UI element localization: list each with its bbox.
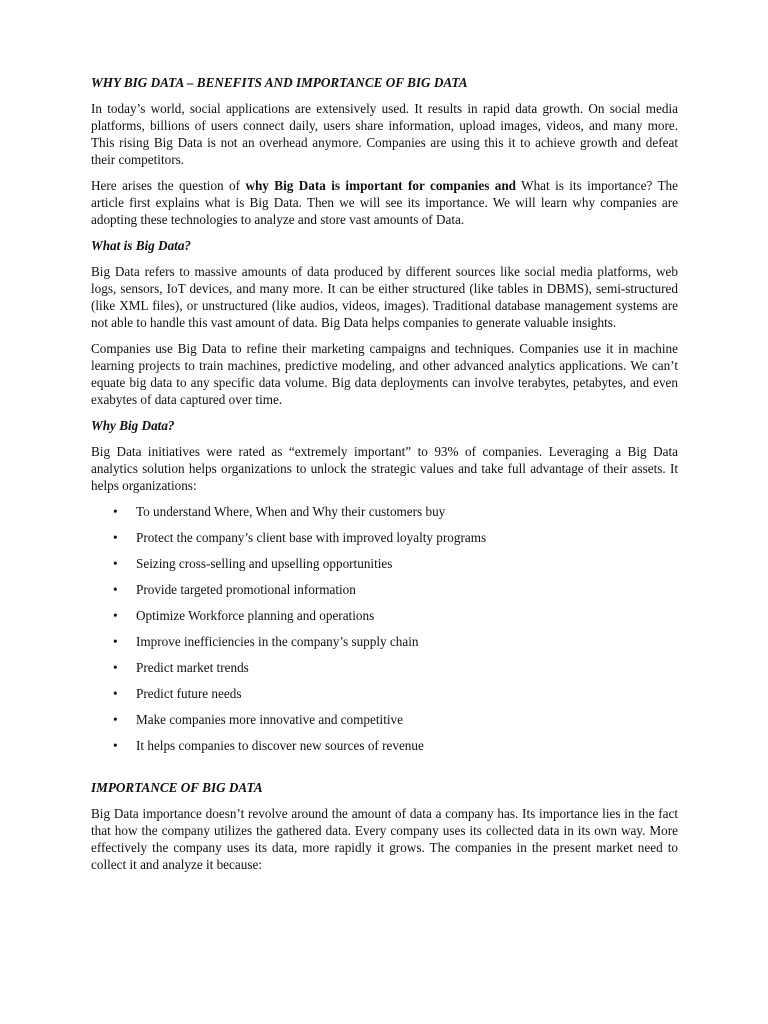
question-text-after: What is its importance? The article first explains what is Big Data. Then we will see its importance. We will learn why companies are adopting these technologies to analyze and store vast amounts of Data. xyxy=(91,178,678,227)
what-paragraph-2: Companies use Big Data to refine their marketing campaigns and techniques. Companies use it in machine learning projects to train machines, predictive modeling, and other advanced analytics applications. We can’t equate big data to any specific data volume. Big data deployments can involve terabytes, petabytes, and even exabytes of data captured over time. xyxy=(91,341,678,407)
document-title: WHY BIG DATA – BENEFITS AND IMPORTANCE OF BIG DATA xyxy=(91,75,468,90)
list-item-text: Optimize Workforce planning and operations xyxy=(136,608,375,623)
bullet-icon: • xyxy=(113,660,118,675)
bullet-icon: • xyxy=(113,582,118,597)
question-paragraph xyxy=(91,177,678,228)
list-item-text: Seizing cross-selling and upselling opportunities xyxy=(136,556,393,571)
list-item xyxy=(91,685,678,702)
bullet-icon: • xyxy=(113,608,118,623)
what-paragraph-1: Big Data refers to massive amounts of data produced by different sources like social media platforms, web logs, sensors, IoT devices, and many more. It can be either structured (like tables in DBMS), semi-structured (like XML files), or unstructured (like audios, videos, images). Traditional database management systems are not able to handle this vast amount of data. Big Data helps companies to generate valuable insights. xyxy=(91,264,678,330)
list-item xyxy=(91,737,678,754)
bullet-icon: • xyxy=(113,504,118,519)
benefits-list xyxy=(91,503,678,754)
list-item xyxy=(91,581,678,598)
list-item-text: Predict market trends xyxy=(136,660,249,675)
question-text-before: Here arises the question of xyxy=(91,178,246,193)
bullet-icon: • xyxy=(113,530,118,545)
list-item-text: Protect the company’s client base with improved loyalty programs xyxy=(136,530,487,545)
list-item-text: It helps companies to discover new sources of revenue xyxy=(136,738,424,753)
intro-paragraph: In today’s world, social applications are extensively used. It results in rapid data growth. On social media platforms, billions of users connect daily, users share information, upload images, videos, and many more. This rising Big Data is not an overhead anymore. Companies are using this it to achieve growth and defeat their competitors. xyxy=(91,101,678,167)
list-item xyxy=(91,711,678,728)
importance-heading: IMPORTANCE OF BIG DATA xyxy=(91,780,263,795)
question-text-bold: why Big Data is important for companies and xyxy=(245,178,516,193)
document-page xyxy=(91,74,678,882)
list-item xyxy=(91,607,678,624)
list-item xyxy=(91,503,678,520)
list-item-text: Make companies more innovative and competitive xyxy=(136,712,403,727)
list-item xyxy=(91,555,678,572)
bullet-icon: • xyxy=(113,712,118,727)
list-item-text: Provide targeted promotional information xyxy=(136,582,356,597)
bullet-icon: • xyxy=(113,556,118,571)
bullet-icon: • xyxy=(113,686,118,701)
list-item xyxy=(91,529,678,546)
bullet-icon: • xyxy=(113,738,118,753)
importance-paragraph: Big Data importance doesn’t revolve around the amount of data a company has. Its importance lies in the fact that how the company utilizes the gathered data. Every company uses its collected data in its own way. More effectively the company uses its data, more rapidly it grows. The companies in the present market need to collect it and analyze it because: xyxy=(91,806,678,872)
what-heading: What is Big Data? xyxy=(91,238,192,253)
list-item-text: Improve inefficiencies in the company’s supply chain xyxy=(136,634,419,649)
why-paragraph: Big Data initiatives were rated as “extremely important” to 93% of companies. Leveraging a Big Data analytics solution helps organizations to unlock the strategic values and take full advantage of their assets. It helps organizations: xyxy=(91,444,678,493)
list-item-text: To understand Where, When and Why their customers buy xyxy=(136,504,446,519)
bullet-icon: • xyxy=(113,634,118,649)
why-heading: Why Big Data? xyxy=(91,418,175,433)
list-item xyxy=(91,659,678,676)
list-item xyxy=(91,633,678,650)
list-item-text: Predict future needs xyxy=(136,686,242,701)
